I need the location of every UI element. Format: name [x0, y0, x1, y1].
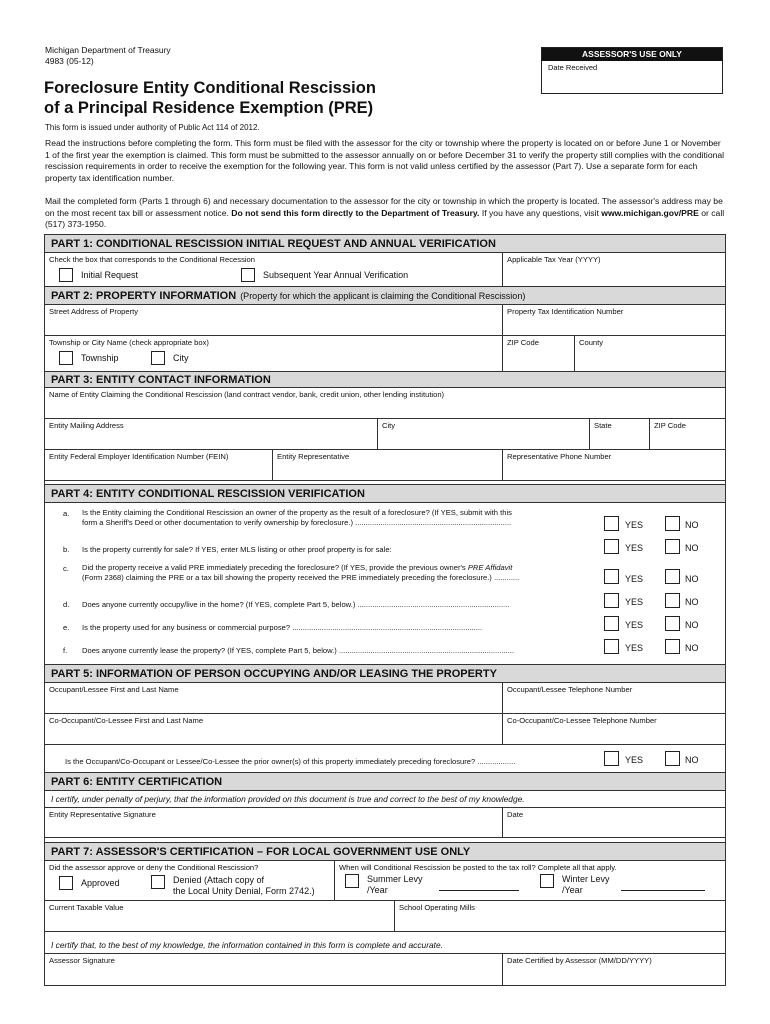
- prior-owner-yes-checkbox[interactable]: [604, 751, 619, 766]
- subsequent-year-checkbox[interactable]: [241, 268, 255, 282]
- question-c-yes-label: YES: [625, 574, 644, 584]
- summer-levy-option[interactable]: [345, 874, 423, 896]
- entity-rep-field[interactable]: [273, 450, 503, 480]
- approve-deny-field: [45, 861, 335, 900]
- summer-levy-text: Summer Levy: [367, 874, 423, 884]
- page-title: [44, 78, 504, 118]
- winter-levy-text: Winter Levy: [562, 874, 610, 884]
- instructions-warning: Do not send this form directly to the Department of Treasury.: [231, 207, 480, 218]
- question-c-no-checkbox[interactable]: [665, 569, 680, 584]
- fein-label: Entity Federal Employer Identification Number (FEIN): [49, 452, 229, 461]
- tax-roll-posting-label: When will Conditional Rescission be posted to the tax roll? Complete all that apply.: [339, 863, 617, 872]
- co-occupant-name-field[interactable]: [45, 714, 503, 744]
- approved-label: Approved: [81, 878, 120, 888]
- approve-deny-label: Did the assessor approve or deny the Conditional Rescission?: [49, 863, 259, 872]
- summer-levy-checkbox[interactable]: [345, 874, 359, 888]
- instructions-paragraph-1: Read the instructions before completing the form. This form must be filed with the assessor for the city or township where the property is located on or before June 1 or November 1 of the first year the exemption is claimed. This form must be submitted to the assessor annually on or before December 31 to verify the property still complies with the conditional rescission requirements in order to receive the exemption for the following year. This form is not valid unless certified by the assessor (Part 7). Use a separate form for each property tax identification number.: [45, 138, 725, 183]
- state-field[interactable]: [590, 419, 650, 449]
- taxable-value-field[interactable]: [45, 901, 395, 931]
- question-c-line-2: (Form 2368) claiming the PRE or a tax bill showing the property received the PRE immediately preceding the foreclosure.) ............: [82, 573, 520, 582]
- instructions-paragraph-2: [45, 196, 725, 231]
- tax-year-field[interactable]: [503, 253, 725, 286]
- question-a-no-checkbox[interactable]: [665, 516, 680, 531]
- question-c-yes-checkbox[interactable]: [604, 569, 619, 584]
- occupant-name-label: Occupant/Lessee First and Last Name: [49, 685, 179, 694]
- township-option[interactable]: [59, 351, 119, 365]
- department-name: Michigan Department of Treasury: [45, 45, 171, 55]
- question-c-no-label: NO: [685, 574, 699, 584]
- part1-row: [45, 253, 725, 287]
- prior-owner-question: [45, 745, 725, 773]
- subsequent-year-option[interactable]: [241, 268, 408, 282]
- question-d-no-label: NO: [685, 597, 699, 607]
- question-b-text: Is the property currently for sale? If YES, enter MLS listing or other proof property is for sale:: [82, 545, 392, 554]
- question-b-yes-label: YES: [625, 543, 644, 553]
- question-c-letter: c.: [63, 564, 69, 573]
- assessor-use-heading: ASSESSOR'S USE ONLY: [542, 48, 722, 61]
- denied-option[interactable]: [151, 875, 315, 897]
- school-mills-field[interactable]: [395, 901, 725, 931]
- part7-row-2: [45, 901, 725, 932]
- prior-owner-question-text: Is the Occupant/Co-Occupant or Lessee/Co-Lessee the prior owner(s) of this property immediately preceding foreclosure? ..................: [65, 757, 516, 766]
- question-d-letter: d.: [63, 600, 70, 609]
- question-c-line-1: Did the property receive a valid PRE immediately preceding the foreclosure? (If YES, provide the previous owner's: [82, 563, 466, 572]
- part4-heading: PART 4: ENTITY CONDITIONAL RESCISSION VERIFICATION: [45, 485, 725, 503]
- approved-option[interactable]: [59, 876, 120, 890]
- question-e-no-checkbox[interactable]: [665, 616, 680, 631]
- question-e-text: Is the property used for any business or commercial purpose? ..........................................................................................: [82, 623, 483, 632]
- co-occupant-name-label: Co-Occupant/Co-Lessee First and Last Name: [49, 716, 204, 725]
- part5-row-2: [45, 714, 725, 745]
- winter-levy-label: [562, 874, 610, 896]
- denied-checkbox[interactable]: [151, 875, 165, 889]
- county-field[interactable]: [575, 336, 725, 371]
- denied-label: [173, 875, 315, 897]
- part2-title: PART 2: PROPERTY INFORMATION: [51, 289, 237, 302]
- part1-check-label: Check the box that corresponds to the Conditional Recession: [49, 255, 255, 264]
- question-e-no-label: NO: [685, 620, 699, 630]
- part1-heading: PART 1: CONDITIONAL RESCISSION INITIAL REQUEST AND ANNUAL VERIFICATION: [45, 235, 725, 253]
- zip-code-field[interactable]: [503, 336, 575, 371]
- state-label: State: [594, 421, 612, 430]
- question-e-yes-label: YES: [625, 620, 644, 630]
- part5-row-1: [45, 683, 725, 714]
- question-d-no-checkbox[interactable]: [665, 593, 680, 608]
- question-d-text: Does anyone currently occupy/live in the home? (If YES, complete Part 5, below.) ........................................................................: [82, 600, 510, 609]
- city-label: City: [173, 353, 189, 363]
- question-f-yes-checkbox[interactable]: [604, 639, 619, 654]
- initial-request-label: Initial Request: [81, 270, 139, 280]
- winter-levy-option[interactable]: [540, 874, 610, 896]
- fein-field[interactable]: [45, 450, 273, 480]
- question-a-text: [82, 508, 602, 528]
- assessor-signature-label: Assessor Signature: [49, 956, 115, 965]
- pre-website-link[interactable]: www.michigan.gov/PRE: [601, 207, 699, 218]
- assessor-signature-field[interactable]: [45, 954, 503, 985]
- part6-heading: PART 6: ENTITY CERTIFICATION: [45, 773, 725, 791]
- co-occupant-phone-label: Co-Occupant/Co-Lessee Telephone Number: [507, 716, 657, 725]
- summer-levy-year-text: /Year: [367, 885, 388, 895]
- city-option[interactable]: [151, 351, 189, 365]
- question-b-letter: b.: [63, 545, 70, 554]
- question-e-letter: e.: [63, 623, 70, 632]
- summer-levy-year-line[interactable]: [439, 890, 519, 891]
- mailing-address-label: Entity Mailing Address: [49, 421, 124, 430]
- question-e-yes-checkbox[interactable]: [604, 616, 619, 631]
- township-city-label: Township or City Name (check appropriate box): [49, 338, 209, 347]
- taxable-value-label: Current Taxable Value: [49, 903, 124, 912]
- form-body: [44, 234, 726, 986]
- question-f-no-checkbox[interactable]: [665, 639, 680, 654]
- title-line-1: Foreclosure Entity Conditional Rescission: [44, 79, 376, 97]
- zip-code-label: ZIP Code: [507, 338, 539, 347]
- part3-row-3: [45, 450, 725, 481]
- prior-owner-no-label: NO: [685, 755, 699, 765]
- question-d-yes-checkbox[interactable]: [604, 593, 619, 608]
- instructions-text: Mail the completed form (Parts 1 through 6) and necessary documentation to the assessor for the city or township in which the property is located. The assessor's address may be on the most recent tax bill or assessment notice.: [45, 196, 723, 218]
- entity-date-label: Date: [507, 810, 524, 819]
- township-checkbox[interactable]: [59, 351, 73, 365]
- street-address-label: Street Address of Property: [49, 307, 139, 316]
- question-f-letter: f.: [63, 646, 68, 655]
- co-occupant-phone-field[interactable]: [503, 714, 725, 744]
- question-d-yes-label: YES: [625, 597, 644, 607]
- entity-name-cell[interactable]: [45, 388, 725, 418]
- form-number: 4983 (05-12): [45, 56, 94, 66]
- initial-request-option[interactable]: [59, 268, 138, 282]
- entity-city-field[interactable]: [378, 419, 590, 449]
- entity-city-label: City: [382, 421, 396, 430]
- tax-id-field[interactable]: [503, 305, 725, 335]
- rep-phone-field[interactable]: [503, 450, 725, 480]
- county-label: County: [579, 338, 604, 347]
- entity-zip-label: ZIP Code: [654, 421, 686, 430]
- instructions-text: If you have any questions, visit: [481, 207, 599, 218]
- township-label: Township: [81, 353, 119, 363]
- question-f-yes-label: YES: [625, 643, 644, 653]
- part7-heading: PART 7: ASSESSOR'S CERTIFICATION – FOR LOCAL GOVERNMENT USE ONLY: [45, 843, 725, 861]
- question-a-line-1: Is the Entity claiming the Conditional Rescission an owner of the property as the result of a foreclosure? (If YES, submit with this: [82, 508, 512, 517]
- township-city-field[interactable]: [45, 336, 503, 371]
- occupant-phone-field[interactable]: [503, 683, 725, 713]
- question-a-yes-label: YES: [625, 520, 644, 530]
- denied-label-line-2: the Local Unity Denial, Form 2742.): [173, 886, 315, 896]
- school-mills-label: School Operating Mills: [399, 903, 475, 912]
- question-a-letter: a.: [63, 509, 70, 518]
- authority-note: This form is issued under authority of Public Act 114 of 2012.: [45, 123, 260, 132]
- entity-name-label: Name of Entity Claiming the Conditional Rescission (land contract vendor, bank, credit union, other lending institution): [49, 390, 445, 399]
- occupant-phone-label: Occupant/Lessee Telephone Number: [507, 685, 633, 694]
- entity-signature-field[interactable]: [45, 808, 503, 837]
- winter-levy-year-text: /Year: [562, 885, 583, 895]
- part3-row-2: [45, 419, 725, 450]
- part7-row-3: [45, 954, 725, 986]
- part2-row-2: [45, 336, 725, 372]
- instructions-phone: or call (517) 373-1950.: [45, 207, 725, 229]
- part2-heading: [45, 287, 725, 305]
- question-b-yes-checkbox[interactable]: [604, 539, 619, 554]
- entity-zip-field[interactable]: [650, 419, 725, 449]
- part2-subtitle: (Property for which the applicant is claiming the Conditional Rescission): [240, 290, 526, 301]
- part2-row-1: [45, 305, 725, 336]
- approved-checkbox[interactable]: [59, 876, 73, 890]
- denied-label-line-1: Denied (Attach copy of: [173, 875, 265, 885]
- question-a-no-label: NO: [685, 520, 699, 530]
- entity-rep-label: Entity Representative: [277, 452, 350, 461]
- prior-owner-no-checkbox[interactable]: [665, 751, 680, 766]
- part6-row: [45, 808, 725, 838]
- assessor-date-label: Date Certified by Assessor (MM/DD/YYYY): [507, 956, 652, 965]
- part4-questions: [45, 503, 725, 665]
- occupant-name-field[interactable]: [45, 683, 503, 713]
- city-checkbox[interactable]: [151, 351, 165, 365]
- title-line-2: of a Principal Residence Exemption (PRE): [44, 99, 374, 117]
- part5-heading: PART 5: INFORMATION OF PERSON OCCUPYING AND/OR LEASING THE PROPERTY: [45, 665, 725, 683]
- question-a-yes-checkbox[interactable]: [604, 516, 619, 531]
- question-c-text: [82, 563, 602, 583]
- tax-year-label: Applicable Tax Year (YYYY): [507, 255, 601, 264]
- question-b-no-checkbox[interactable]: [665, 539, 680, 554]
- question-f-no-label: NO: [685, 643, 699, 653]
- part3-heading: PART 3: ENTITY CONTACT INFORMATION: [45, 372, 725, 388]
- winter-levy-checkbox[interactable]: [540, 874, 554, 888]
- mailing-address-field[interactable]: [45, 419, 378, 449]
- summer-levy-label: [367, 874, 423, 896]
- question-f-text: Does anyone currently lease the property? (If YES, complete Part 5, below.) ...................................................................................: [82, 646, 515, 655]
- subsequent-year-label: Subsequent Year Annual Verification: [263, 270, 409, 280]
- entity-date-field[interactable]: [503, 808, 725, 837]
- date-received-label: Date Received: [548, 63, 598, 72]
- entity-name-field[interactable]: [45, 388, 725, 419]
- assessor-date-field[interactable]: [503, 954, 725, 985]
- part1-check-cell: [45, 253, 503, 286]
- street-address-field[interactable]: [45, 305, 503, 335]
- part7-row-1: [45, 861, 725, 901]
- pre-affidavit-reference: PRE Affidavit: [467, 563, 513, 572]
- rep-phone-label: Representative Phone Number: [507, 452, 612, 461]
- tax-id-label: Property Tax Identification Number: [507, 307, 624, 316]
- tax-roll-posting-field: [335, 861, 725, 900]
- entity-signature-label: Entity Representative Signature: [49, 810, 156, 819]
- initial-request-checkbox[interactable]: [59, 268, 73, 282]
- assessor-use-box: [541, 47, 723, 94]
- assessor-certification-statement: I certify that, to the best of my knowledge, the information contained in this form is complete and accurate.: [45, 937, 725, 954]
- question-b-no-label: NO: [685, 543, 699, 553]
- question-a-line-2: form a Sheriff's Deed or other documentation to verify ownership by foreclosure.) ..........................................................................: [82, 518, 512, 527]
- entity-certification-statement: I certify, under penalty of perjury, that the information provided on this document is true and correct to the best of my knowledge.: [45, 791, 725, 808]
- winter-levy-year-line[interactable]: [621, 890, 705, 891]
- prior-owner-yes-label: YES: [625, 755, 644, 765]
